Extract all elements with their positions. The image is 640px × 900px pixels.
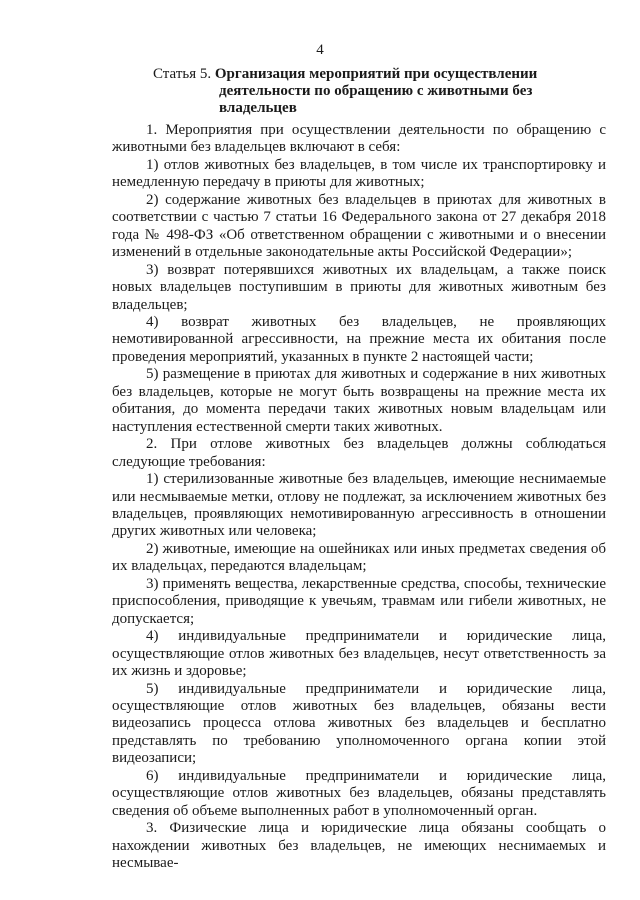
- paragraph: 3) применять вещества, лекарственные средства, способы, технические приспособления, приводящие к увечьям, травмам или гибели животных, не допускается;: [112, 575, 606, 627]
- paragraph: 3. Физические лица и юридические лица обязаны сообщать о нахождении животных без владельцев, не имеющих неснимаемых и несмывае-: [112, 820, 606, 872]
- paragraph: 1) стерилизованные животные без владельцев, имеющие неснимаемые или несмываемые метки, отлову не подлежат, за исключением животных без владельцев, проявляющих немотивированную агрессивность в отношении других животных или человека;: [112, 471, 606, 540]
- paragraph: 5) индивидуальные предприниматели и юридические лица, осуществляющие отлов животных без владельцев, обязаны вести видеозапись процесса отлова животных без владельцев и бесплатно представлять по требованию уполномоченного органа копии этой видеозаписи;: [112, 680, 606, 767]
- article-prefix: Статья 5.: [153, 66, 212, 82]
- article-heading: [153, 66, 593, 117]
- paragraph: 1. Мероприятия при осуществлении деятельности по обращению с животными без владельцев включают в себя:: [112, 122, 606, 156]
- paragraph: 4) возврат животных без владельцев, не проявляющих немотивированной агрессивности, на прежние места их обитания после проведения мероприятий, указанных в пункте 2 настоящей части;: [112, 313, 606, 365]
- paragraph: 1) отлов животных без владельцев, в том числе их транспортировку и немедленную передачу в приюты для животных;: [112, 156, 606, 191]
- paragraph: 5) размещение в приютах для животных и содержание в них животных без владельцев, которые не могут быть возвращены на прежние места их обитания, до момента передачи таких животных новым владельцам или наступления естественной смерти таких животных.: [112, 366, 606, 435]
- paragraph: 2. При отлове животных без владельцев должны соблюдаться следующие требования:: [112, 436, 606, 470]
- article-title-line-2: деятельности по обращению с животными без: [219, 83, 533, 99]
- article-title-line-3: владельцев: [219, 100, 297, 116]
- paragraph: 2) содержание животных без владельцев в приютах для животных в соответствии с частью 7 статьи 16 Федерального закона от 27 декабря 2018 года № 498-ФЗ «Об ответственном обращении с животными и о внесении изменений в отдельные законодательные акты Российской Федерации»;: [112, 191, 606, 261]
- document-body: [112, 122, 606, 872]
- article-heading-line-1: [153, 66, 593, 83]
- paragraph: 4) индивидуальные предприниматели и юридические лица, осуществляющие отлов животных без владельцев, несут ответственность за их жизнь и здоровье;: [112, 628, 606, 680]
- paragraph: 6) индивидуальные предприниматели и юридические лица, осуществляющие отлов животных без владельцев, обязаны представлять сведения об объеме выполненных работ в уполномоченный орган.: [112, 767, 606, 819]
- article-title-line-1: Организация мероприятий при осуществлении: [214, 66, 538, 82]
- page-number: 4: [316, 42, 324, 58]
- paragraph: 2) животные, имеющие на ошейниках или иных предметах сведения об их владельцах, передаются владельцам;: [112, 540, 606, 575]
- paragraph: 3) возврат потерявшихся животных их владельцам, а также поиск новых владельцев поступившим в приюты для животных животным без владельцев;: [112, 261, 606, 313]
